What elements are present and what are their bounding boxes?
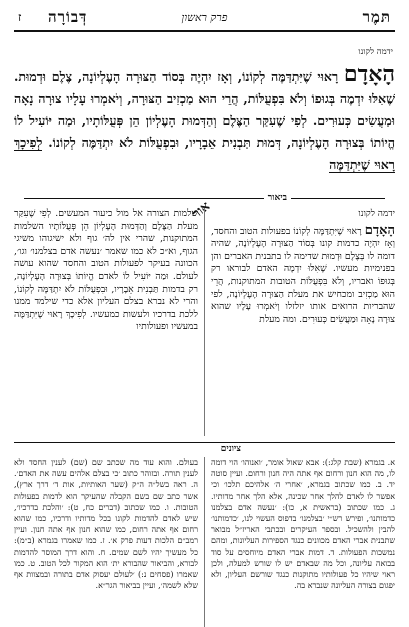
tziyunim-left-text: בעולם. והוא עוד מה שכתב שם (שם) לענין החסד ולא לענין תורה. ובזוהר כתוב ׳כי בצלם אלהים עשה את האדם׳. ה. ראה בשל״ה ה״ק (שער האותיות, אות ד׳ דרך ארץ), אשר כתב שם בשם הקבלה שהעיקר הוא לדמות בפעולות הטובות. ו. כמו שכתוב (דברים כח, ט): ׳והלכת בדרכיו׳, שיש לאדם להדמות לקונו בכל מדותיו ודרכיו, כמו שהוא רחום אף אתה רחום, כמו שהוא חנון אף אתה חנון. ועיין רמב״ם הלכות דעות פרק א׳. ז. כמו שאמרו בגמרא (ב״מ): כל מעשיך יהיו לשם שמים. ח. והוא דרך המוסר להדמות לבורא, והביאור שהבורא ית׳ הוא המקור לכל הטוב. ט. כמו שאמרו (פסחים נ:) ׳לעולם יעסוק אדם בתורה ובמצוות אף שלא לשמה׳, ועיין בביאור הגר״א. [14,458,198,591]
page-number: ז [18,10,22,24]
page-header [14,6,395,32]
tziyunim-column-divider [204,457,205,627]
main-continuation: לְפִיכָךְ רָאוּי שֶׁיִּתְדַּמֶּה [14,135,395,172]
column-divider [204,208,205,436]
biur-lead-word: הָאָדָם [364,222,395,238]
biur-right-label: ידמה לקונו [358,209,395,219]
section-label: ידמה לקונו [358,47,393,57]
biur-left-text: שלמות הצורה אל מול כיעור המעשים. לְפִי שֶׁעִקַּר מעלת הַצֶּלֶם וְהַדְּמוּת הָעֶלְיוֹן הֵן פְּעֻלּוֹתָיו השלמות המתוקנות, שהרי אין לה׳ גוף ולא ישיגוהו משיגי הגוף, וא״כ לא כמו שאמר ׳נעשה אדם בצלמנו׳ וגו׳, הכוונה בעיקר לפעולות הטוב והחסד שהוא עושה לעולם. וּמַה יּוֹעִיל לוֹ לאדם הֱיוֹתוֹ בְּצוּרָה הָעֶלְיוֹנָה, רק בדמות תַּבְנִית אֵבָרָיו, וּבִפְעֻלּוֹת לֹא יִתְדַּמֶּה לְקוֹנוֹ, והרי לא נברא בצלם העליון אלא כדי שילמד ממנו ללכת בדרכיו ולעשות כמעשיו. לְפִיכָךְ רָאוּי שֶׁיִּתְדַּמֶּה במעשיו ופעולותיו [14,208,198,333]
biur-label: ביאור [264,192,291,203]
book-title-left: דְּבוֹרָה [48,8,88,26]
main-lead-word: הָאָדָם [343,61,395,87]
biur-left-column [14,208,198,334]
biur-right-column [211,208,395,326]
tziyunim-label: ציונים [217,443,245,454]
main-text [14,63,395,176]
publisher-stamp: אור [189,198,214,222]
tziyunim-left-column [14,457,198,591]
tziyunim-divider [14,442,395,455]
tziyunim-section [14,457,395,627]
biur-right-text: רָאוּי שֶׁיִּתְדַּמֶּה לְקוֹנוֹ בפעולות הטוב והחסד, וְאָז יִהְיֶה כדמות קונו בְּסוֹד הַצּוּרָה הָעֶלְיוֹנָה, שהיה דומה לו בְּצֶלֶם וּדְמוּת שדימה לו בתבנית האברים והן בפנימיות מעשיו. שֶׁאִלּוּ יִדְמֶה האדם לבוראו רק בְּגוּפוֹ ואבריו, וְלֹא בִּפְעֻלּוֹת הטובות המתוקנות, הֲרֵי הוּא מַכְזִיב ומכחיש את מעלת הַצּוּרָה הָעֶלְיוֹנָה, לפי שהבריות הרואים אותו יזלזלו וְיֹאמְרוּ עָלָיו שהוא צוּרָה נָאָה וּמַעֲשִׂים כְּעוּרִים. ומה מעלת [211,225,395,325]
book-title-right: תּמֶר [362,8,391,26]
main-body: רָאוּי שֶׁיִּתְדַּמֶּה לְקוֹנוֹ, וְאָז יִהְיֶה בְּסוֹד הַצּוּרָה הָעֶלְיוֹנָה, צֶלֶם וּדְמוּת. שֶׁאִלּוּ יִדְמֶה בְּגוּפוֹ וְלֹא בִּפְעֻלּוֹת, הֲרֵי הוּא מַכְזִיב הַצּוּרָה, וְיֹאמְרוּ עָלָיו צוּרָה נָאָה וּמַעֲשִׂים כְּעוּרִים. לְפִי שֶׁעִקַּר הַצֶּלֶם וְהַדְּמוּת הָעֶלְיוֹן הֵן פְּעֻלּוֹתָיו, וּמַה יּוֹעִיל לוֹ הֱיוֹתוֹ בְּצוּרָה הָעֶלְיוֹנָה, דְּמוּת תַּבְנִית אֵבָרָיו, וּבִפְעֻלּוֹת לֹא יִתְדַּמֶּה לְקוֹנוֹ. [14,69,395,150]
chapter-title: פרק ראשון [181,11,228,24]
tziyunim-right-text: א. בגמרא (שבת קלג:): אבא שאול אומר, ׳ואנוהו׳ הוי דומה לו, מה הוא חנון ורחום אף אתה היה חנון ורחום. ועיין סוטה יד. ב. כמו שכתוב בגמרא, ׳אחרי ה׳ אלהיכם תלכו׳ וכי אפשר לו לאדם להלך אחר שכינה, אלא הלך אחר מדותיו. ג. כמו שכתוב (בראשית א, כו): ׳נעשה אדם בצלמנו כדמותנו׳, ופירש רש״י ׳בצלמנו׳ בדפוס העשוי לנו, ׳כדמותנו׳ להבין ולהשכיל. ובספר העיקרים ובכתבי האריז״ל מבואר שתבנית אברי האדם מכוונים כנגד הספירות העליונות, ומהם נמשכות הפעולות. ד. דמות אברי האדם מיוחסים על סוד בבואה עליונה, וכל מה שבאדם יש לו שורש למעלה, ולכן ראוי שיהיו כל פעולותיו מתוקנות כנגד שורשם העליון, ולא יפגום בצורה העליונה שנברא בה. [211,458,395,591]
tziyunim-right-column [211,457,395,591]
